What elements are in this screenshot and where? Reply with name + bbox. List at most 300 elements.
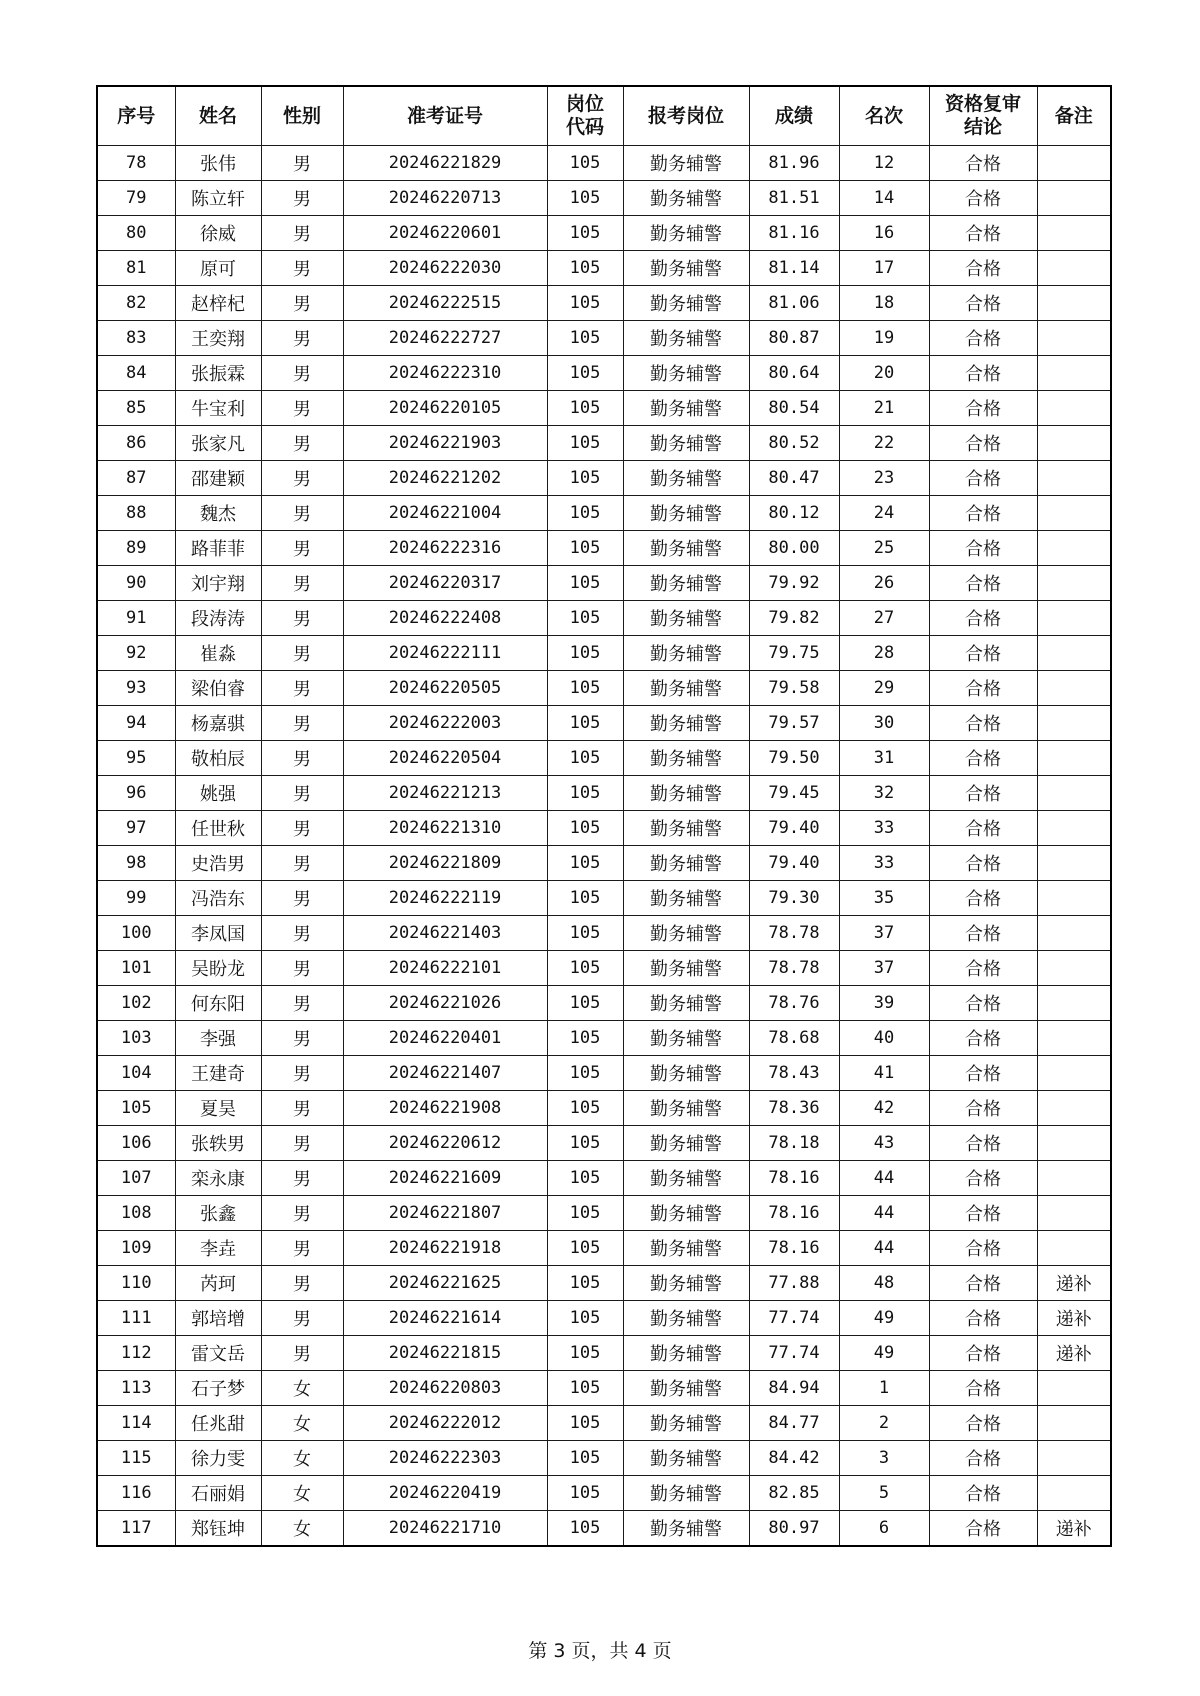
cell-review-result: 合格	[929, 426, 1037, 461]
cell-review-result: 合格	[929, 181, 1037, 216]
cell-rank: 37	[839, 951, 929, 986]
cell-post: 勤务辅警	[623, 426, 749, 461]
cell-post: 勤务辅警	[623, 251, 749, 286]
cell-rank: 23	[839, 461, 929, 496]
cell-post-code: 105	[547, 146, 623, 181]
table-header	[97, 86, 1111, 146]
cell-review-result: 合格	[929, 286, 1037, 321]
cell-ticket-number: 20246221407	[343, 1056, 547, 1091]
cell-post: 勤务辅警	[623, 321, 749, 356]
table-row	[97, 251, 1111, 286]
cell-post: 勤务辅警	[623, 531, 749, 566]
table-row	[97, 426, 1111, 461]
cell-ticket-number: 20246222119	[343, 881, 547, 916]
cell-score: 80.97	[749, 1511, 839, 1547]
table-row	[97, 636, 1111, 671]
cell-post: 勤务辅警	[623, 391, 749, 426]
cell-remark: 递补	[1037, 1511, 1111, 1547]
cell-post: 勤务辅警	[623, 986, 749, 1021]
cell-remark	[1037, 706, 1111, 741]
cell-post: 勤务辅警	[623, 881, 749, 916]
cell-score: 78.78	[749, 951, 839, 986]
cell-gender: 男	[261, 251, 343, 286]
cell-post-code: 105	[547, 1091, 623, 1126]
table-row	[97, 1091, 1111, 1126]
cell-serial: 107	[97, 1161, 175, 1196]
cell-post-code: 105	[547, 496, 623, 531]
cell-score: 78.68	[749, 1021, 839, 1056]
cell-ticket-number: 20246222310	[343, 356, 547, 391]
results-table	[96, 85, 1112, 1547]
cell-ticket-number: 20246220803	[343, 1371, 547, 1406]
cell-name: 徐力雯	[175, 1441, 261, 1476]
cell-post-code: 105	[547, 1406, 623, 1441]
cell-ticket-number: 20246220317	[343, 566, 547, 601]
cell-ticket-number: 20246220105	[343, 391, 547, 426]
cell-name: 徐威	[175, 216, 261, 251]
cell-serial: 97	[97, 811, 175, 846]
cell-gender: 女	[261, 1371, 343, 1406]
cell-review-result: 合格	[929, 1161, 1037, 1196]
cell-review-result: 合格	[929, 1091, 1037, 1126]
cell-serial: 114	[97, 1406, 175, 1441]
table-row	[97, 916, 1111, 951]
cell-serial: 79	[97, 181, 175, 216]
cell-score: 77.74	[749, 1336, 839, 1371]
cell-serial: 108	[97, 1196, 175, 1231]
cell-remark	[1037, 1126, 1111, 1161]
cell-remark	[1037, 181, 1111, 216]
cell-serial: 100	[97, 916, 175, 951]
cell-rank: 49	[839, 1336, 929, 1371]
cell-remark	[1037, 741, 1111, 776]
table-row	[97, 1371, 1111, 1406]
table-row	[97, 461, 1111, 496]
cell-post-code: 105	[547, 531, 623, 566]
cell-post: 勤务辅警	[623, 776, 749, 811]
cell-rank: 5	[839, 1476, 929, 1511]
cell-post-code: 105	[547, 1161, 623, 1196]
cell-gender: 男	[261, 426, 343, 461]
cell-name: 赵梓杞	[175, 286, 261, 321]
cell-gender: 男	[261, 846, 343, 881]
cell-serial: 82	[97, 286, 175, 321]
table-row	[97, 1196, 1111, 1231]
cell-remark	[1037, 531, 1111, 566]
cell-name: 李垚	[175, 1231, 261, 1266]
cell-gender: 男	[261, 461, 343, 496]
cell-gender: 男	[261, 1301, 343, 1336]
cell-post: 勤务辅警	[623, 671, 749, 706]
cell-rank: 40	[839, 1021, 929, 1056]
cell-name: 雷文岳	[175, 1336, 261, 1371]
cell-name: 郭培增	[175, 1301, 261, 1336]
col-header-post: 报考岗位	[623, 86, 749, 146]
cell-rank: 17	[839, 251, 929, 286]
cell-post: 勤务辅警	[623, 496, 749, 531]
cell-score: 77.88	[749, 1266, 839, 1301]
cell-ticket-number: 20246221213	[343, 776, 547, 811]
cell-review-result: 合格	[929, 1196, 1037, 1231]
cell-name: 敬柏辰	[175, 741, 261, 776]
col-header-score: 成绩	[749, 86, 839, 146]
cell-gender: 男	[261, 776, 343, 811]
cell-rank: 44	[839, 1161, 929, 1196]
cell-post-code: 105	[547, 391, 623, 426]
cell-name: 任世秋	[175, 811, 261, 846]
cell-review-result: 合格	[929, 636, 1037, 671]
table-row	[97, 566, 1111, 601]
cell-remark	[1037, 426, 1111, 461]
cell-score: 81.96	[749, 146, 839, 181]
cell-ticket-number: 20246221310	[343, 811, 547, 846]
cell-gender: 女	[261, 1476, 343, 1511]
table-row	[97, 1266, 1111, 1301]
table-row	[97, 1021, 1111, 1056]
cell-review-result: 合格	[929, 1126, 1037, 1161]
cell-score: 80.47	[749, 461, 839, 496]
cell-post: 勤务辅警	[623, 1126, 749, 1161]
cell-post-code: 105	[547, 601, 623, 636]
cell-serial: 98	[97, 846, 175, 881]
cell-review-result: 合格	[929, 1056, 1037, 1091]
cell-gender: 男	[261, 601, 343, 636]
cell-serial: 105	[97, 1091, 175, 1126]
cell-serial: 86	[97, 426, 175, 461]
cell-post-code: 105	[547, 181, 623, 216]
cell-review-result: 合格	[929, 321, 1037, 356]
cell-ticket-number: 20246221609	[343, 1161, 547, 1196]
cell-review-result: 合格	[929, 846, 1037, 881]
cell-serial: 78	[97, 146, 175, 181]
cell-post-code: 105	[547, 776, 623, 811]
cell-remark	[1037, 916, 1111, 951]
cell-ticket-number: 20246222316	[343, 531, 547, 566]
table-row	[97, 671, 1111, 706]
cell-serial: 80	[97, 216, 175, 251]
cell-post-code: 105	[547, 811, 623, 846]
cell-rank: 44	[839, 1231, 929, 1266]
cell-serial: 81	[97, 251, 175, 286]
table-row	[97, 986, 1111, 1021]
cell-name: 刘宇翔	[175, 566, 261, 601]
cell-review-result: 合格	[929, 1231, 1037, 1266]
cell-post-code: 105	[547, 636, 623, 671]
cell-serial: 116	[97, 1476, 175, 1511]
cell-post-code: 105	[547, 321, 623, 356]
cell-ticket-number: 20246220612	[343, 1126, 547, 1161]
cell-post-code: 105	[547, 1336, 623, 1371]
table-row	[97, 1336, 1111, 1371]
cell-post-code: 105	[547, 1301, 623, 1336]
table-row	[97, 1406, 1111, 1441]
cell-ticket-number: 20246222111	[343, 636, 547, 671]
cell-post: 勤务辅警	[623, 1301, 749, 1336]
cell-post: 勤务辅警	[623, 1091, 749, 1126]
cell-rank: 29	[839, 671, 929, 706]
cell-score: 84.94	[749, 1371, 839, 1406]
cell-ticket-number: 20246221026	[343, 986, 547, 1021]
cell-ticket-number: 20246220419	[343, 1476, 547, 1511]
table-row	[97, 1301, 1111, 1336]
cell-review-result: 合格	[929, 706, 1037, 741]
cell-name: 石子梦	[175, 1371, 261, 1406]
cell-remark	[1037, 286, 1111, 321]
table-row	[97, 356, 1111, 391]
cell-serial: 117	[97, 1511, 175, 1547]
cell-remark: 递补	[1037, 1266, 1111, 1301]
cell-gender: 男	[261, 916, 343, 951]
cell-review-result: 合格	[929, 391, 1037, 426]
cell-serial: 92	[97, 636, 175, 671]
cell-post: 勤务辅警	[623, 1196, 749, 1231]
cell-remark	[1037, 671, 1111, 706]
cell-ticket-number: 20246220713	[343, 181, 547, 216]
cell-name: 姚强	[175, 776, 261, 811]
cell-rank: 49	[839, 1301, 929, 1336]
cell-gender: 女	[261, 1406, 343, 1441]
cell-ticket-number: 20246222012	[343, 1406, 547, 1441]
cell-score: 81.16	[749, 216, 839, 251]
cell-post: 勤务辅警	[623, 1056, 749, 1091]
cell-remark	[1037, 951, 1111, 986]
cell-post-code: 105	[547, 216, 623, 251]
cell-review-result: 合格	[929, 496, 1037, 531]
page-number: 第 3 页，共 4 页	[528, 1640, 672, 1662]
cell-gender: 男	[261, 1196, 343, 1231]
cell-score: 81.14	[749, 251, 839, 286]
cell-post: 勤务辅警	[623, 1231, 749, 1266]
cell-score: 84.42	[749, 1441, 839, 1476]
cell-serial: 83	[97, 321, 175, 356]
cell-serial: 88	[97, 496, 175, 531]
cell-post-code: 105	[547, 286, 623, 321]
cell-gender: 男	[261, 951, 343, 986]
cell-rank: 25	[839, 531, 929, 566]
cell-ticket-number: 20246221829	[343, 146, 547, 181]
table-row	[97, 1126, 1111, 1161]
cell-name: 史浩男	[175, 846, 261, 881]
cell-remark	[1037, 1476, 1111, 1511]
cell-ticket-number: 20246222030	[343, 251, 547, 286]
cell-rank: 39	[839, 986, 929, 1021]
cell-rank: 41	[839, 1056, 929, 1091]
cell-serial: 115	[97, 1441, 175, 1476]
cell-score: 80.87	[749, 321, 839, 356]
cell-ticket-number: 20246222515	[343, 286, 547, 321]
cell-serial: 109	[97, 1231, 175, 1266]
cell-score: 80.52	[749, 426, 839, 461]
cell-ticket-number: 20246222003	[343, 706, 547, 741]
cell-review-result: 合格	[929, 1301, 1037, 1336]
cell-gender: 女	[261, 1441, 343, 1476]
table-row	[97, 496, 1111, 531]
cell-name: 邵建颖	[175, 461, 261, 496]
cell-serial: 89	[97, 531, 175, 566]
cell-gender: 男	[261, 286, 343, 321]
cell-post-code: 105	[547, 566, 623, 601]
cell-remark	[1037, 356, 1111, 391]
cell-remark	[1037, 881, 1111, 916]
cell-ticket-number: 20246221625	[343, 1266, 547, 1301]
cell-review-result: 合格	[929, 1406, 1037, 1441]
cell-gender: 男	[261, 1056, 343, 1091]
cell-ticket-number: 20246220505	[343, 671, 547, 706]
cell-post: 勤务辅警	[623, 601, 749, 636]
cell-ticket-number: 20246221004	[343, 496, 547, 531]
cell-post: 勤务辅警	[623, 1441, 749, 1476]
col-header-serial: 序号	[97, 86, 175, 146]
table-row	[97, 846, 1111, 881]
cell-post-code: 105	[547, 1511, 623, 1547]
cell-ticket-number: 20246221815	[343, 1336, 547, 1371]
cell-serial: 95	[97, 741, 175, 776]
table-row	[97, 811, 1111, 846]
cell-score: 79.40	[749, 811, 839, 846]
table-row	[97, 216, 1111, 251]
cell-remark	[1037, 601, 1111, 636]
cell-gender: 男	[261, 566, 343, 601]
cell-remark	[1037, 1371, 1111, 1406]
cell-serial: 113	[97, 1371, 175, 1406]
cell-review-result: 合格	[929, 1266, 1037, 1301]
cell-ticket-number: 20246221809	[343, 846, 547, 881]
table-row	[97, 1441, 1111, 1476]
cell-post: 勤务辅警	[623, 846, 749, 881]
cell-serial: 94	[97, 706, 175, 741]
cell-name: 张伟	[175, 146, 261, 181]
cell-post-code: 105	[547, 741, 623, 776]
cell-rank: 22	[839, 426, 929, 461]
cell-post-code: 105	[547, 671, 623, 706]
cell-post-code: 105	[547, 706, 623, 741]
cell-name: 陈立轩	[175, 181, 261, 216]
cell-gender: 男	[261, 1021, 343, 1056]
cell-review-result: 合格	[929, 881, 1037, 916]
cell-gender: 男	[261, 216, 343, 251]
cell-rank: 43	[839, 1126, 929, 1161]
cell-rank: 33	[839, 846, 929, 881]
cell-score: 78.16	[749, 1161, 839, 1196]
cell-score: 80.64	[749, 356, 839, 391]
cell-serial: 84	[97, 356, 175, 391]
cell-remark	[1037, 251, 1111, 286]
col-header-gender: 性别	[261, 86, 343, 146]
cell-name: 郑钰坤	[175, 1511, 261, 1547]
cell-gender: 男	[261, 741, 343, 776]
cell-rank: 44	[839, 1196, 929, 1231]
cell-serial: 101	[97, 951, 175, 986]
cell-rank: 16	[839, 216, 929, 251]
cell-remark	[1037, 391, 1111, 426]
cell-post: 勤务辅警	[623, 356, 749, 391]
cell-score: 79.45	[749, 776, 839, 811]
cell-gender: 男	[261, 881, 343, 916]
cell-review-result: 合格	[929, 356, 1037, 391]
cell-remark	[1037, 636, 1111, 671]
table-row	[97, 881, 1111, 916]
cell-post: 勤务辅警	[623, 1476, 749, 1511]
cell-post-code: 105	[547, 916, 623, 951]
cell-name: 原可	[175, 251, 261, 286]
cell-rank: 37	[839, 916, 929, 951]
cell-name: 梁伯睿	[175, 671, 261, 706]
cell-name: 何东阳	[175, 986, 261, 1021]
cell-review-result: 合格	[929, 1021, 1037, 1056]
cell-serial: 85	[97, 391, 175, 426]
cell-gender: 男	[261, 1266, 343, 1301]
cell-score: 78.18	[749, 1126, 839, 1161]
cell-post-code: 105	[547, 1441, 623, 1476]
cell-remark	[1037, 811, 1111, 846]
cell-name: 王奕翔	[175, 321, 261, 356]
cell-rank: 21	[839, 391, 929, 426]
cell-rank: 1	[839, 1371, 929, 1406]
cell-post-code: 105	[547, 251, 623, 286]
cell-gender: 男	[261, 706, 343, 741]
cell-ticket-number: 20246220601	[343, 216, 547, 251]
cell-ticket-number: 20246221403	[343, 916, 547, 951]
cell-post: 勤务辅警	[623, 566, 749, 601]
cell-gender: 男	[261, 811, 343, 846]
cell-serial: 99	[97, 881, 175, 916]
cell-post-code: 105	[547, 1266, 623, 1301]
cell-remark: 递补	[1037, 1336, 1111, 1371]
cell-ticket-number: 20246222101	[343, 951, 547, 986]
cell-score: 78.76	[749, 986, 839, 1021]
cell-review-result: 合格	[929, 461, 1037, 496]
cell-gender: 男	[261, 1231, 343, 1266]
cell-score: 78.43	[749, 1056, 839, 1091]
cell-name: 张振霖	[175, 356, 261, 391]
cell-review-result: 合格	[929, 1476, 1037, 1511]
cell-score: 79.75	[749, 636, 839, 671]
cell-serial: 112	[97, 1336, 175, 1371]
cell-review-result: 合格	[929, 1371, 1037, 1406]
cell-score: 80.54	[749, 391, 839, 426]
cell-review-result: 合格	[929, 251, 1037, 286]
cell-name: 路菲菲	[175, 531, 261, 566]
cell-score: 78.16	[749, 1231, 839, 1266]
cell-remark	[1037, 776, 1111, 811]
cell-gender: 女	[261, 1511, 343, 1547]
col-header-rank: 名次	[839, 86, 929, 146]
cell-post-code: 105	[547, 426, 623, 461]
table-row	[97, 601, 1111, 636]
cell-post: 勤务辅警	[623, 1336, 749, 1371]
cell-gender: 男	[261, 1336, 343, 1371]
cell-gender: 男	[261, 321, 343, 356]
table-row	[97, 1056, 1111, 1091]
cell-review-result: 合格	[929, 741, 1037, 776]
table-row	[97, 741, 1111, 776]
cell-ticket-number: 20246221202	[343, 461, 547, 496]
cell-remark	[1037, 321, 1111, 356]
cell-rank: 26	[839, 566, 929, 601]
cell-review-result: 合格	[929, 951, 1037, 986]
cell-review-result: 合格	[929, 986, 1037, 1021]
cell-post-code: 105	[547, 1056, 623, 1091]
cell-rank: 24	[839, 496, 929, 531]
cell-review-result: 合格	[929, 531, 1037, 566]
cell-serial: 103	[97, 1021, 175, 1056]
cell-score: 79.58	[749, 671, 839, 706]
cell-score: 80.00	[749, 531, 839, 566]
header-row	[97, 86, 1111, 146]
cell-serial: 104	[97, 1056, 175, 1091]
cell-remark	[1037, 566, 1111, 601]
cell-serial: 111	[97, 1301, 175, 1336]
